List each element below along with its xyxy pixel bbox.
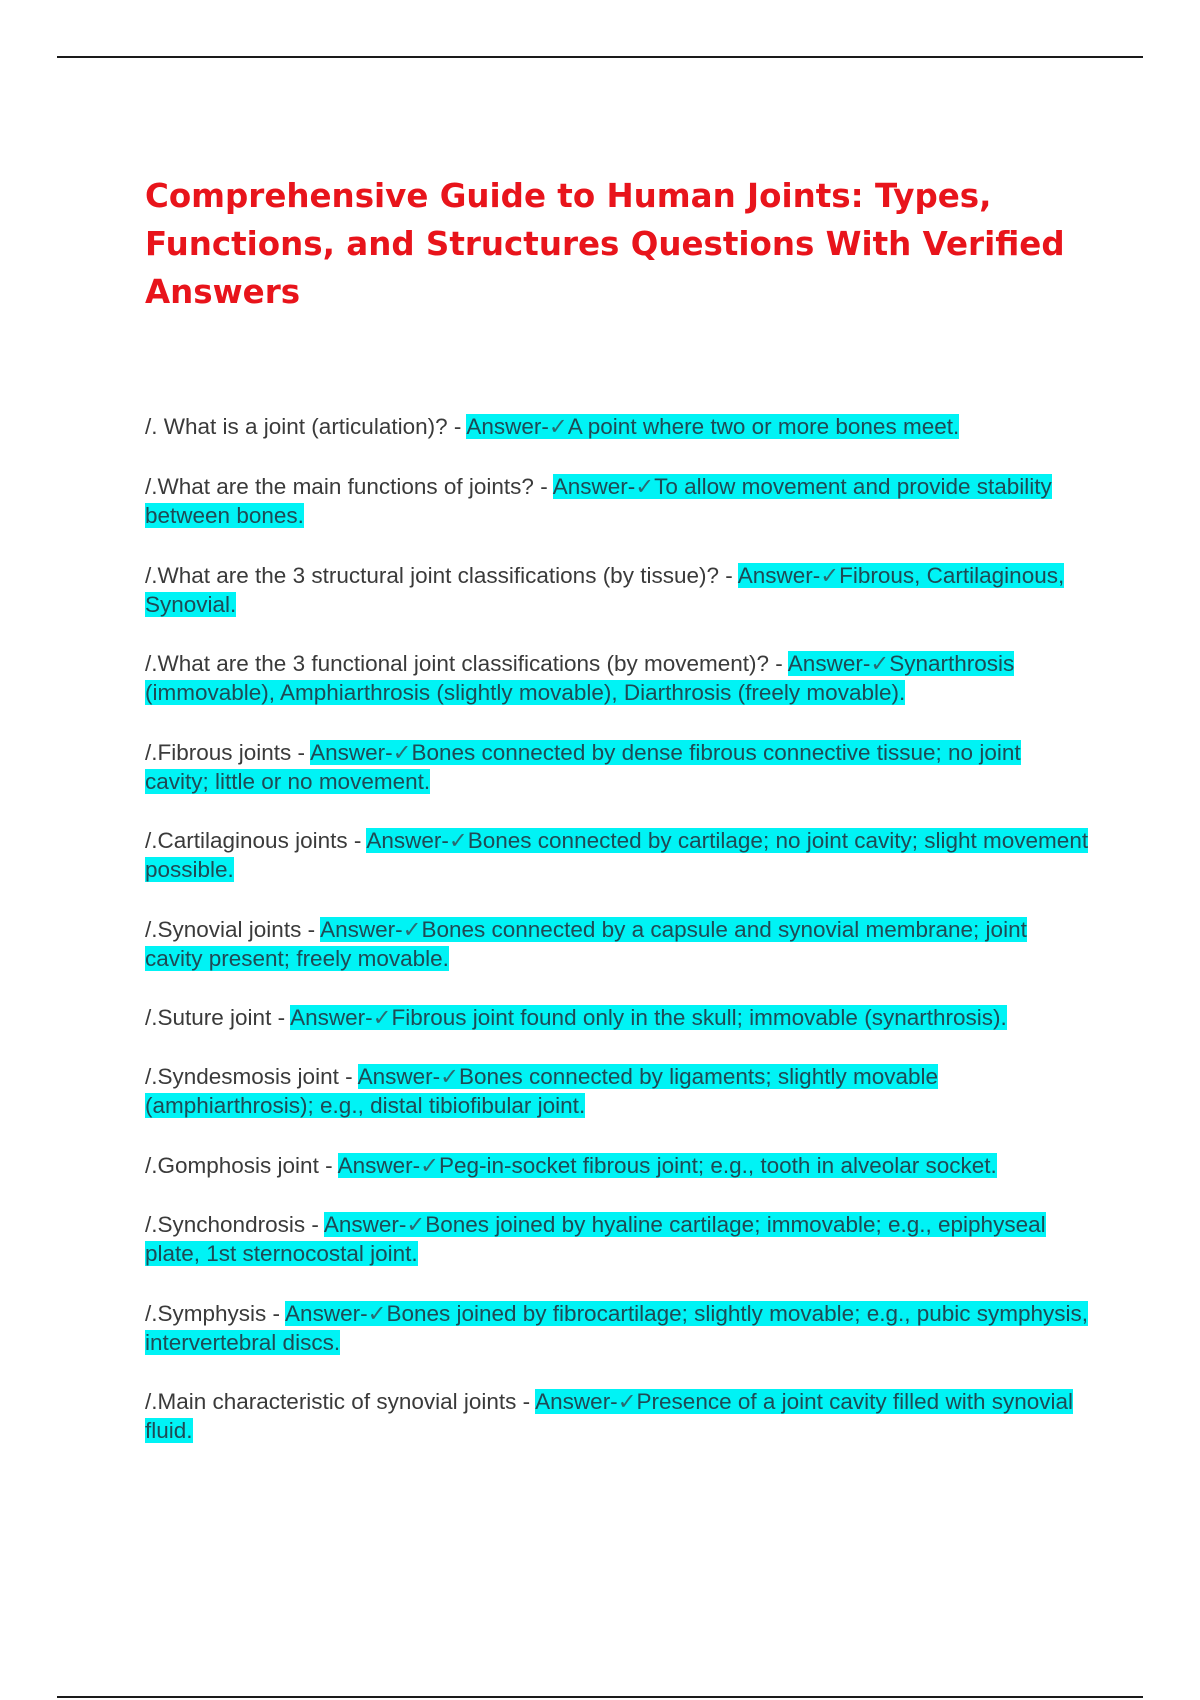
question-text: /.Syndesmosis joint - xyxy=(145,1064,358,1089)
answer-prefix: Answer- xyxy=(320,917,403,942)
question-text: /.What are the 3 functional joint classifications (by movement)? - xyxy=(145,651,788,676)
check-icon: ✓ xyxy=(367,1301,387,1326)
check-icon: ✓ xyxy=(548,414,568,439)
check-icon: ✓ xyxy=(820,563,840,588)
answer-prefix: Answer- xyxy=(337,1153,421,1178)
answer-text: Presence of a joint cavity filled with synovial fluid. xyxy=(145,1389,1074,1443)
answer-prefix: Answer- xyxy=(310,740,393,765)
answer-text: Bones joined by hyaline cartilage; immovable; e.g., epiphyseal plate, 1st sternocostal joint. xyxy=(145,1212,1046,1266)
qa-item xyxy=(145,915,1090,973)
check-icon: ✓ xyxy=(406,1212,426,1237)
qa-item xyxy=(145,649,1090,707)
check-icon: ✓ xyxy=(392,740,412,765)
question-text: /.What are the 3 structural joint classifications (by tissue)? - xyxy=(145,563,738,588)
check-icon: ✓ xyxy=(402,917,422,942)
qa-item xyxy=(145,1299,1090,1357)
answer-text: To allow movement and provide stability between bones. xyxy=(145,474,1052,528)
check-icon: ✓ xyxy=(635,474,655,499)
question-text: /.Symphysis - xyxy=(145,1301,286,1326)
check-icon: ✓ xyxy=(870,651,890,676)
answer-prefix: Answer- xyxy=(466,414,549,439)
qa-item xyxy=(145,1210,1090,1268)
question-text: /.Suture joint - xyxy=(145,1005,291,1030)
answer-prefix: Answer- xyxy=(285,1301,368,1326)
question-text: /.Synchondrosis - xyxy=(145,1212,324,1237)
answer-prefix: Answer- xyxy=(290,1005,373,1030)
check-icon: ✓ xyxy=(420,1153,439,1178)
answer-text: Bones connected by dense fibrous connective tissue; no joint cavity; little or no movement. xyxy=(145,740,1021,794)
qa-item xyxy=(145,472,1090,530)
question-text: /.What are the main functions of joints? - xyxy=(145,474,553,499)
qa-item xyxy=(145,1062,1090,1120)
answer-text: Peg-in-socket fibrous joint; e.g., tooth in alveolar socket. xyxy=(438,1153,997,1178)
document-title: Comprehensive Guide to Human Joints: Types, Functions, and Structures Questions With Verified Answers xyxy=(145,177,1065,311)
check-icon: ✓ xyxy=(448,828,468,853)
answer-highlight xyxy=(145,1301,1088,1355)
qa-item xyxy=(145,1387,1090,1445)
answer-prefix: Answer- xyxy=(366,828,449,853)
qa-item xyxy=(145,738,1090,796)
answer-prefix: Answer- xyxy=(737,563,821,588)
answer-prefix: Answer- xyxy=(787,651,871,676)
answer-text: Bones connected by ligaments; slightly movable (amphiarthrosis); e.g., distal tibiofibular joint. xyxy=(145,1064,938,1118)
top-divider xyxy=(57,56,1143,58)
check-icon: ✓ xyxy=(617,1389,637,1414)
question-text: /.Gomphosis joint - xyxy=(145,1153,338,1178)
answer-text: Synarthrosis (immovable), Amphiarthrosis (slightly movable), Diarthrosis (freely movable). xyxy=(145,651,1015,705)
qa-list xyxy=(145,412,1090,1445)
answer-prefix: Answer- xyxy=(552,474,636,499)
answer-prefix: Answer- xyxy=(357,1064,441,1089)
answer-text: Bones connected by cartilage; no joint cavity; slight movement possible. xyxy=(145,828,1089,882)
question-text: /.Main characteristic of synovial joints - xyxy=(145,1389,536,1414)
bottom-divider xyxy=(57,1696,1143,1698)
answer-text: Fibrous joint found only in the skull; immovable (synarthrosis). xyxy=(391,1005,1007,1030)
answer-text: A point where two or more bones meet. xyxy=(567,414,960,439)
question-text: /. What is a joint (articulation)? - xyxy=(145,414,467,439)
answer-prefix: Answer- xyxy=(323,1212,407,1237)
qa-item xyxy=(145,1003,1090,1032)
qa-item xyxy=(145,561,1090,619)
qa-item xyxy=(145,412,1090,441)
check-icon: ✓ xyxy=(372,1005,392,1030)
qa-item xyxy=(145,1151,1090,1180)
answer-text: Fibrous, Cartilaginous, Synovial. xyxy=(145,563,1065,617)
answer-prefix: Answer- xyxy=(535,1389,618,1414)
check-icon: ✓ xyxy=(440,1064,459,1089)
question-text: /.Fibrous joints - xyxy=(145,740,311,765)
answer-highlight xyxy=(466,414,959,439)
question-text: /.Cartilaginous joints - xyxy=(145,828,367,853)
answer-text: Bones joined by fibrocartilage; slightly movable; e.g., pubic symphysis, intervertebral discs. xyxy=(145,1301,1089,1355)
question-text: /.Synovial joints - xyxy=(145,917,321,942)
answer-text: Bones connected by a capsule and synovial membrane; joint cavity present; freely movable. xyxy=(145,917,1027,971)
qa-item xyxy=(145,826,1090,884)
answer-highlight xyxy=(290,1005,1007,1030)
answer-highlight xyxy=(338,1153,997,1178)
